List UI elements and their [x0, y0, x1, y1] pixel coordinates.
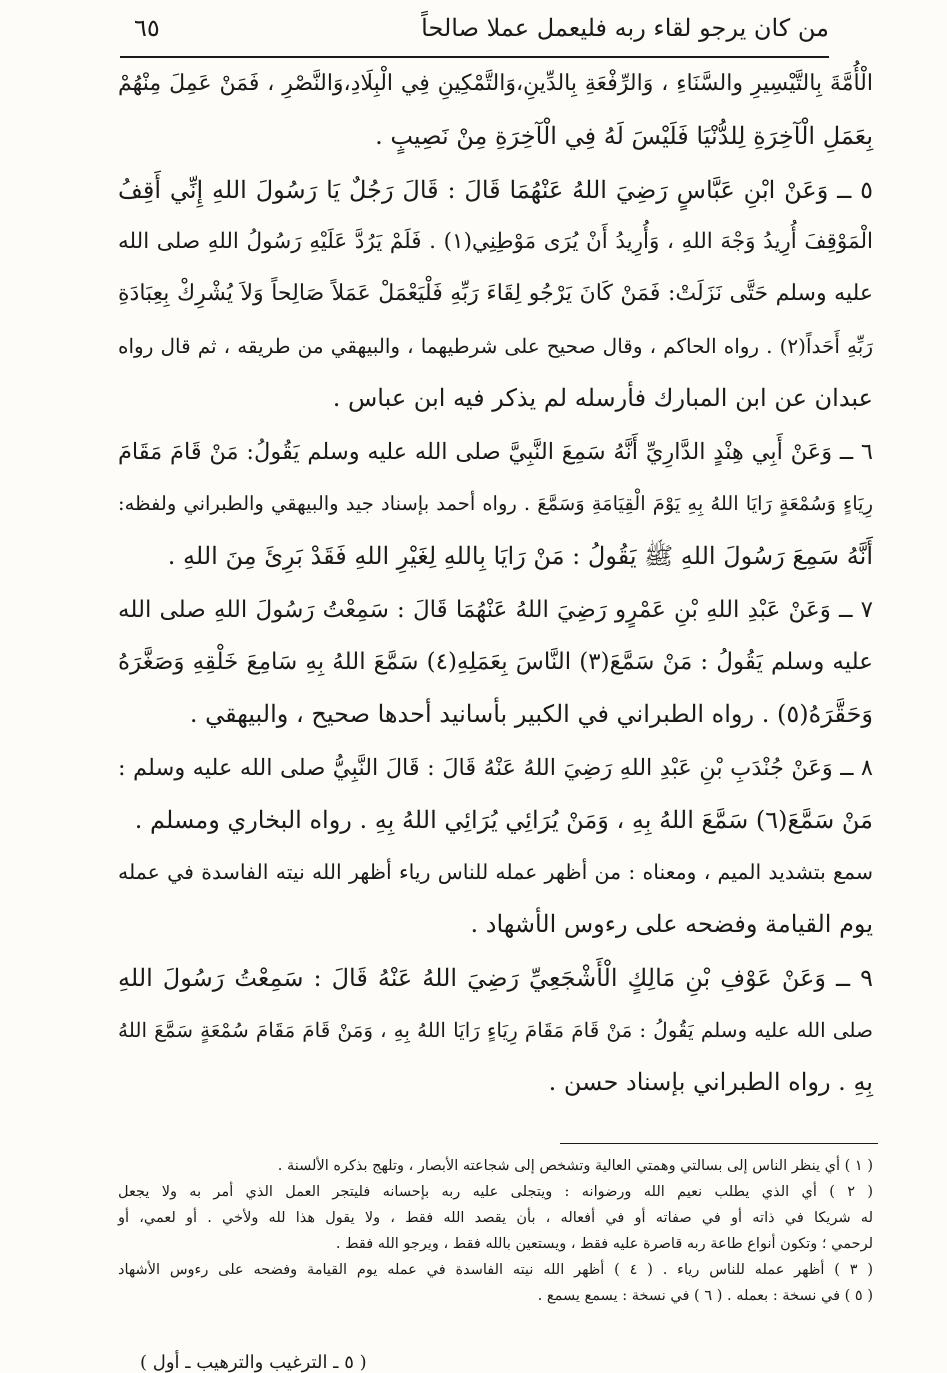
- text-line: ٧ ــ وَعَنْ عَبْدِ اللهِ بْنِ عَمْرٍو رَضِيَ اللهُ عَنْهُمَا قَالَ : سَمِعْتُ رَسُولَ اللهِ صلى الله: [118, 597, 873, 623]
- hadith-5: [118, 174, 873, 414]
- footnote: ( ٥ ) في نسخة : بعمله . ( ٦ ) في نسخة : يسمع يسمع .: [537, 1288, 873, 1304]
- text-line: ٨ ــ وَعَنْ جُنْدَبِ بْنِ عَبْدِ اللهِ رَضِيَ اللهُ عَنْهُ قَالَ : قَالَ النَّبِيُّ صلى الله عليه وسلم :: [118, 755, 873, 781]
- text-line: بِعَمَلِ الْآخِرَةِ لِلدُّنْيَا فَلَيْسَ لَهُ فِي الْآخِرَةِ مِنْ نَصِيبٍ .: [375, 122, 873, 150]
- page-number: ٦٥: [134, 14, 160, 42]
- text-line: يوم القيامة وفضحه على رءوس الأشهاد .: [470, 910, 873, 938]
- footnote: ( ٣ ) أظهر عمله للناس رياء . ( ٤ ) أظهر الله نيته الفاسدة في عمله يوم القيامة وفضحه على رءوس الأشهاد: [118, 1262, 873, 1278]
- signature-mark: ( ٥ ـ الترغيب والترهيب ـ أول ): [140, 1352, 367, 1373]
- text-line: أَنَّهُ سَمِعَ رَسُولَ اللهِ ﷺ يَقُولُ : مَنْ رَايَا بِاللهِ لِغَيْرِ اللهِ فَقَدْ بَرِئَ مِنَ اللهِ .: [167, 542, 873, 570]
- text-line: ٦ ــ وَعَنْ أَبِي هِنْدٍ الدَّارِيِّ أَنَّهُ سَمِعَ النَّبِيَّ صلى الله عليه وسلم يَقُولُ: مَنْ قَامَ مَقَامَ: [118, 439, 873, 465]
- text-line: الْأُمَّةَ بِالتَّيْسِيرِ والسَّنَاءِ ، وَالرِّفْعَةِ بِالدِّينِ،وَالتَّمْكِينِ فِي الْبِلَادِ،وَالنَّصْرِ ، فَمَنْ عَمِلَ مِنْهُمْ: [118, 71, 873, 96]
- footnote: له شريكا في ذاته أو في صفاته أو في أفعاله ، بأن يقصد الله فقط ، ولا يقول هذا لله ولأخي . أو لعمي، أو: [118, 1210, 873, 1226]
- text-line: الْمَوْقِفَ أُرِيدُ وَجْهَ اللهِ ، وَأُرِيدُ أَنْ يُرَى مَوْطِنِي(١) . فَلَمْ يَرُدَّ عَلَيْهِ رَسُولُ اللهِ صلى الله: [118, 229, 873, 254]
- text-line: صلى الله عليه وسلم يَقُولُ : مَنْ قَامَ مَقَامَ رِيَاءٍ رَايَا اللهُ بِهِ ، وَمَنْ قَامَ مَقَامَ سُمْعَةٍ سَمَّعَ اللهُ: [118, 1018, 873, 1042]
- hadith-8: [118, 752, 873, 940]
- text-line: عليه وسلم يَقُولُ : مَنْ سَمَّعَ(٣) النَّاسَ بِعَمَلِهِ(٤) سَمَّعَ اللهُ بِهِ سَامِعَ خَلْقِهِ وَصَغَّرَهُ: [118, 649, 874, 675]
- hadith-9: [118, 962, 873, 1098]
- text-line: عليه وسلم حَتَّى نَزَلَتْ: فَمَنْ كَانَ يَرْجُو لِقَاءَ رَبِّهِ فَلْيَعْمَلْ عَمَلاً صَالِحاً وَلاَ يُشْرِكْ بِعِبَادَةِ: [118, 281, 873, 306]
- paragraph-intro-continuation: [118, 68, 873, 152]
- footnote-divider: [560, 1143, 878, 1144]
- text-line: عبدان عن ابن المبارك فأرسله لم يذكر فيه ابن عباس .: [332, 384, 873, 412]
- main-text: [118, 68, 873, 1120]
- footnote: لرحمي ؛ وتكون أنواع طاعة ربه قاصرة عليه فقط ، ويستعين بالله فقط ، ويرجو الله فقط .: [335, 1236, 873, 1252]
- text-line: رِيَاءٍ وَسُمْعَةٍ رَايَا اللهُ بِهِ يَوْمَ الْقِيَامَةِ وَسَمَّعَ . رواه أحمد بإسناد جيد والبيهقي والطبراني ولفظه:: [118, 492, 873, 515]
- text-line: ٩ ــ وَعَنْ عَوْفِ بْنِ مَالِكٍ الْأَشْجَعِيِّ رَضِيَ اللهُ عَنْهُ قَالَ : سَمِعْتُ رَسُولَ اللهِ: [118, 964, 873, 992]
- footnote: ( ١ ) أي ينظر الناس إلى بسالتي وهمتي العالية وتشخص إلى شجاعته الأبصار ، وتلهج بذكره الألسنة .: [277, 1158, 873, 1174]
- footnote: ( ٢ ) أي الذي يطلب نعيم الله ورضوانه : ويتجلى عليه ربه بإحسانه فليتجر العمل الذي أمر به ولا يجعل: [118, 1184, 873, 1200]
- hadith-7: [118, 594, 873, 730]
- footnotes: [118, 1153, 873, 1309]
- running-title: من كان يرجو لقاء ربه فليعمل عملا صالحاً: [421, 14, 829, 42]
- text-line: ٥ ــ وَعَنْ ابْنِ عَبَّاسٍ رَضِيَ اللهُ عَنْهُمَا قَالَ : قَالَ رَجُلٌ يَا رَسُولَ اللهِ إِنِّي أَقِفُ: [118, 176, 873, 204]
- page-header: [120, 8, 829, 58]
- text-line: سمع بتشديد الميم ، ومعناه : من أظهر عمله للناس رياء أظهر الله نيته الفاسدة في عمله: [118, 860, 873, 884]
- text-line: مَنْ سَمَّعَ(٦) سَمَّعَ اللهُ بِهِ ، وَمَنْ يُرَائِي يُرَائِي اللهُ بِهِ . رواه البخاري ومسلم .: [134, 806, 873, 834]
- text-line: رَبِّهِ أَحَداً(٢) . رواه الحاكم ، وقال صحيح على شرطيهما ، والبيهقي من طريقه ، ثم قال رواه: [118, 334, 873, 358]
- text-line: وَحَقَّرَهُ(٥) . رواه الطبراني في الكبير بأسانيد أحدها صحيح ، والبيهقي .: [189, 700, 873, 728]
- text-line: بِهِ . رواه الطبراني بإسناد حسن .: [548, 1068, 873, 1096]
- hadith-6: [118, 436, 873, 572]
